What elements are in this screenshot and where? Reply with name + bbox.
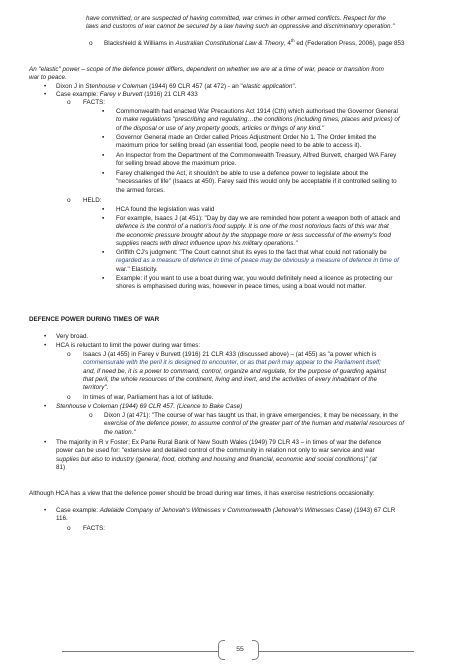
held-line: the economic pressure brought about by the stoppage more or less successful of the enemy's food — [116, 231, 391, 239]
isaacs-line: commensurate with the peril it is designed to encounter, or as that peril may appear to the Parliament itself; — [83, 359, 381, 367]
isaacs-line: Isaacs J (at 455) in Farey v Burvett (1916) 21 CLR 433 (discussed above) – (at 455) as "a power which is — [83, 351, 377, 358]
disc-bullet-icon: • — [44, 83, 47, 90]
held-line: supplies reacts with direct influence upon his military operations." — [116, 239, 298, 247]
held-line: For example, Isaacs J (at 451): "Day by day we are reminded how potent a weapon both of attack and — [116, 215, 401, 222]
held-item-valid — [116, 206, 446, 214]
held-line: shores is emphasised during was, however in peace times, using a boat would not matter. — [116, 283, 367, 291]
war-very-broad: Very broad. — [56, 333, 89, 340]
facts-item-war-precautions-act — [116, 108, 446, 133]
held-label: HELD: — [83, 197, 102, 204]
isaacs-line: and, if need be, it is a power to command, control, organize and regulate, for the purpose of guarding against — [83, 367, 387, 375]
war-foster-majority — [56, 439, 446, 472]
citation-prefix: Blackshield & Williams in — [104, 40, 176, 47]
circle-bullet-icon: o — [67, 351, 71, 358]
farey-case-name: Farey v Burvett — [99, 91, 143, 98]
war-hca-reluctant: HCA is reluctant to limit the power during war times: — [56, 342, 201, 349]
dixon2-line: Dixon J (at 471): "The course of war has taught us that, in grave emergencies, it may be necessary, in the — [104, 412, 399, 419]
intro-quote-line: have committed, or are suspected of having committed, war crimes in other armed conflicts. Respect for the — [86, 15, 386, 22]
held-item-griffith — [116, 249, 446, 274]
isaacs-line: that peril, the whole resources of the continent, living and inert, and the activities of every inhabitant of the — [83, 375, 378, 383]
held-line: defence is the control of a nation's food supply. It is one of the most notorious facts of this war that — [116, 223, 389, 231]
citation-middle: , 4 — [283, 40, 291, 47]
dixon-prefix: Dixon J in — [56, 83, 86, 90]
dixon2-line: the nation." — [104, 428, 136, 436]
farey-suffix: (1916) 21 CLR 433 — [142, 91, 198, 98]
citation-suffix: ed (Federation Press, 2006), page 853 — [294, 40, 405, 47]
facts-line: Commonwealth had enacted War Precautions Act 1914 (Cth) which authorised the Governor General — [116, 108, 398, 115]
war-isaacs-quote — [83, 351, 446, 392]
jehovah-line-2: 116. — [56, 515, 68, 523]
dixon2-line: exercise of the defence power, to assume control of the greater part of the human and material resources of — [104, 420, 404, 428]
farey-case-example — [56, 91, 446, 99]
majority-line: supplies but also to industry (general, food, clothing and housing and financial, economic and social conditions)" (at — [56, 455, 377, 463]
disc-bullet-icon: • — [44, 91, 47, 98]
facts2-label: FACTS: — [83, 525, 106, 532]
section-heading: DEFENCE POWER DURING TIMES OF WAR — [29, 316, 160, 323]
disc-bullet-icon: • — [44, 439, 47, 446]
elastic-line: war to peace. — [29, 74, 67, 82]
elastic-line: An "elastic" power – scope of the defence power differs, dependent on whether we are at a time of war, peace or transition from — [29, 66, 384, 73]
majority-line: 81) — [56, 463, 66, 471]
held-line: Griffith CJ's judgment: "The Court cannot shut its eyes to the fact that what could not rationally be — [116, 249, 387, 256]
jehovah-suffix: (1943) 67 CLR — [352, 507, 396, 514]
footer-rule-left — [62, 651, 218, 652]
isaacs-line: territory". — [83, 384, 109, 392]
jehovah-case-example — [56, 507, 446, 524]
facts-line: to make regulations "prescribing and regulating…the conditions (including times, places and prices) of — [116, 116, 400, 124]
facts-line: "necessaries of life" (Isaacs at 450). Farey said this would only be acceptable if it controlled selling to — [116, 178, 397, 186]
square-bullet-icon: ▪ — [102, 215, 105, 222]
dixon-middle: (1944) 69 CLR 457 (at 472) - an " — [147, 83, 243, 90]
dixon-quote: elastic application — [242, 83, 293, 90]
intro-quote — [86, 15, 440, 32]
footer-rule-right — [258, 651, 414, 652]
jehovah-case-name: Adelaide Company of Jehovah's Witnesses v Commonwealth (Jehovah's Witnesses Case) — [99, 507, 353, 514]
disc-bullet-icon: • — [44, 342, 47, 349]
circle-bullet-icon: o — [89, 412, 93, 419]
disc-bullet-icon: • — [44, 333, 47, 340]
held-line: war." Elasticity. — [116, 265, 158, 273]
page-number: 55 — [236, 646, 244, 653]
facts-line: the armed forces. — [116, 186, 165, 194]
dixon-suffix: ". — [292, 83, 297, 90]
farey-prefix: Case example: — [56, 91, 100, 98]
war-dixon-quote — [104, 412, 446, 437]
facts-line: of the disposal or use of any property goods, articles or things of any kind." — [116, 124, 325, 132]
facts-item-inspector — [116, 152, 446, 169]
majority-line: power can be used for: "extensive and detailed control of the community in relation not only to war service and war — [56, 447, 375, 455]
circle-bullet-icon: o — [67, 197, 71, 204]
war-latitude: In times of war, Parliament has a lot of latitude. — [83, 394, 214, 401]
although-paragraph: Although HCA has a view that the defence power should be broad during war times, it has exercise restrictions occasionally: — [29, 490, 375, 497]
circle-bullet-icon: o — [67, 394, 71, 401]
facts-line: Governor General made an Order called Prices Adjustment Order No 1. The Order limited the — [116, 134, 377, 141]
square-bullet-icon: ▪ — [102, 275, 105, 282]
disc-bullet-icon: • — [44, 507, 47, 514]
facts-line: maximum price for selling bread (an essential food, people need to be able to access it). — [116, 142, 362, 150]
circle-bullet-icon: o — [67, 99, 71, 106]
held-line: HCA found the legislation was valid — [116, 206, 215, 213]
square-bullet-icon: ▪ — [102, 134, 105, 141]
held-item-boat-example — [116, 275, 446, 292]
facts-line: Farey challenged the Act, it shouldn't be able to use a defence power to legislate about the — [116, 170, 369, 177]
majority-line: The majority in R v Foster; Ex Parte Rural Bank of New South Wales (1949) 79 CLR 43 – in times of war the defence — [56, 439, 382, 446]
held-item-isaacs — [116, 215, 446, 248]
circle-bullet-icon: o — [67, 525, 71, 532]
war-stenhouse: Stenhouse v Coleman (1944) 69 CLR 457. (Licence to Bake Case) — [56, 403, 243, 410]
citation-superscript: th — [290, 37, 295, 43]
circle-bullet-icon: o — [89, 40, 93, 47]
held-line: Example: if you want to use a boat during war, you would definitely need a licence as protecting our — [116, 275, 393, 282]
intro-quote-line: laws and customs of war cannot be secured by a law having such an oppressive and discriminatory operation." — [86, 23, 395, 31]
square-bullet-icon: ▪ — [102, 206, 105, 213]
square-bullet-icon: ▪ — [102, 170, 105, 177]
square-bullet-icon: ▪ — [102, 249, 105, 256]
facts-line: An Inspector from the Department of the Commonwealth Treasury, Alfred Burvett, charged WA Farey — [116, 152, 397, 159]
facts-line: for selling bread above the maximum price. — [116, 160, 237, 168]
square-bullet-icon: ▪ — [102, 152, 105, 159]
jehovah-prefix: Case example: — [56, 507, 100, 514]
square-bullet-icon: ▪ — [102, 108, 105, 115]
facts-item-farey-challenge — [116, 170, 446, 195]
citation-book-title: Australian Constitutional Law & Theory — [175, 40, 284, 47]
facts-label: FACTS: — [83, 99, 106, 106]
held-line: regarded as a measure of defence in time of peace may be obviously a measure of defence in time of — [116, 257, 399, 265]
dixon-case-name: Stenhouse v Coleman — [85, 83, 148, 90]
disc-bullet-icon: • — [44, 403, 47, 410]
elastic-power-paragraph — [29, 66, 447, 83]
citation-blackshield — [104, 37, 444, 48]
facts-item-prices-order — [116, 134, 446, 151]
